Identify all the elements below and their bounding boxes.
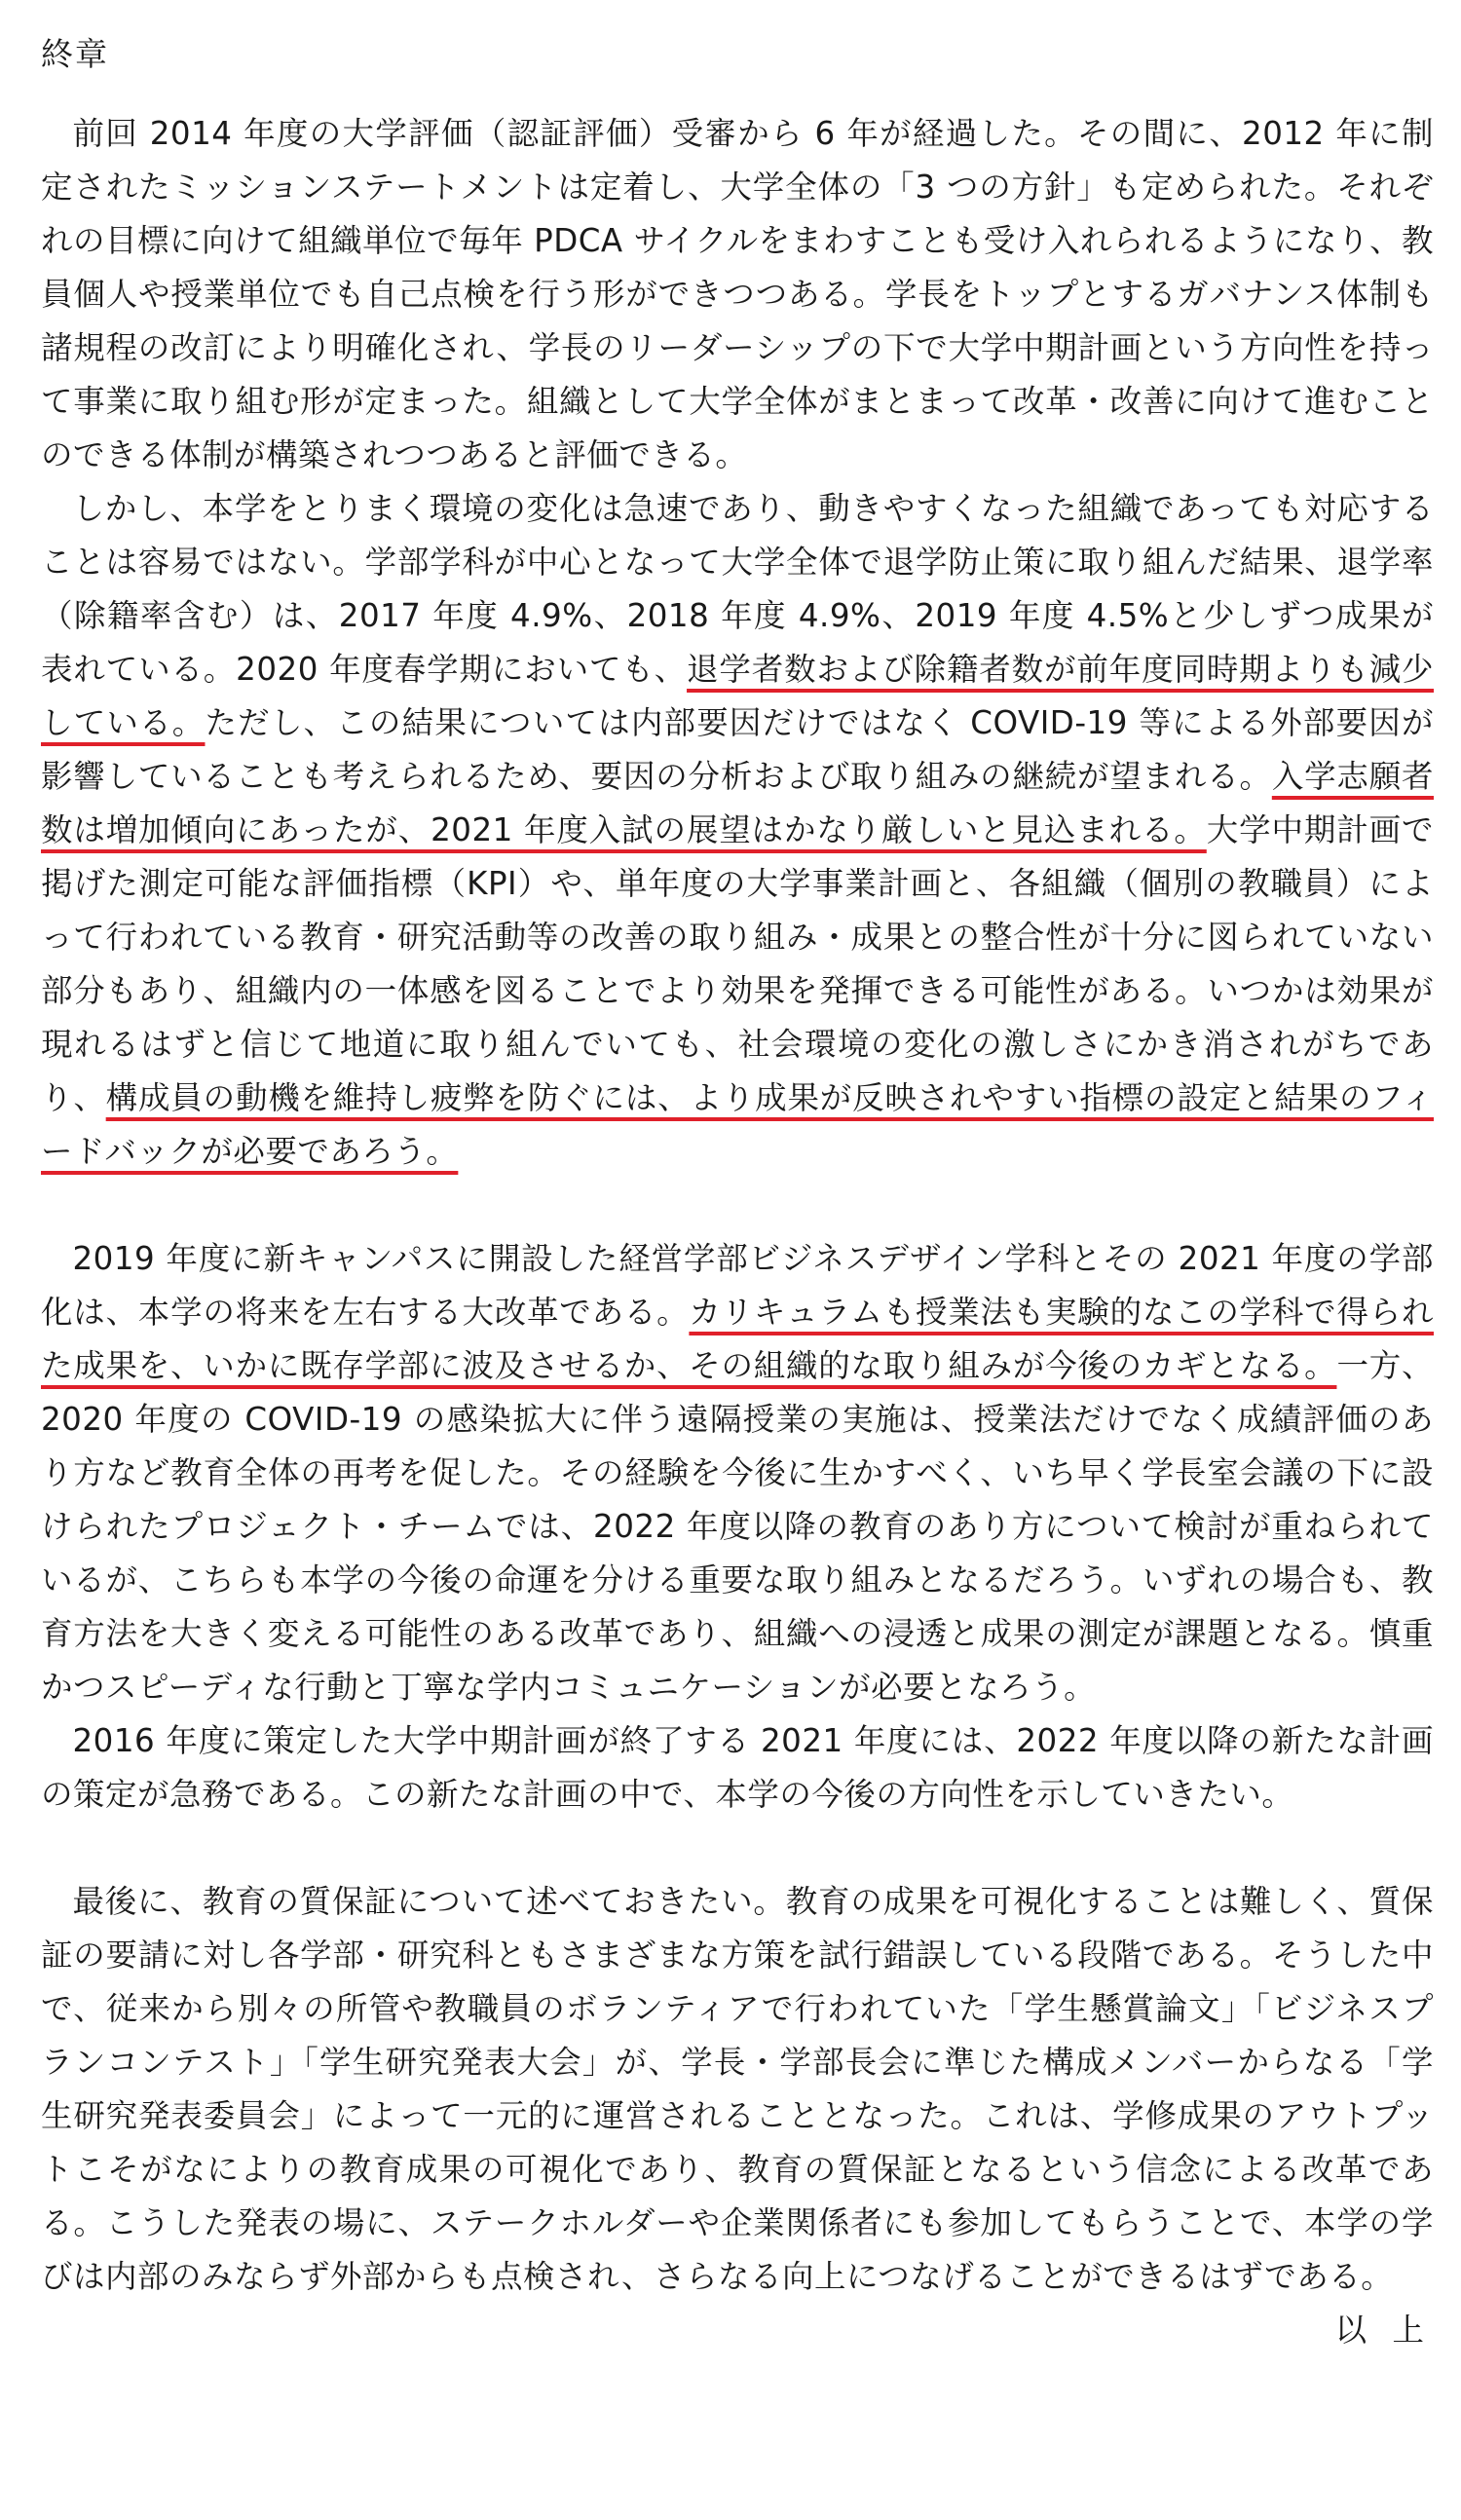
document-page [41,29,1434,2503]
closing-mark: 以 上 [1334,2312,1432,2349]
p2-text-a: しかし、本学をとりまく環境の変化は急速であり、動きやすくなった組織であっても対応することは容易ではない。学部学科が中心となって大学全体で退学防止策に取り組んだ結果、退学率（除籍率含む）は、2017 年度 4.9%、2018 年度 4.9%、2019 年度 4.5%と少しずつ成果が表れている。2020 年度春学期においても、 [41,490,1434,688]
p2-text-b: ただし、この結果については内部要因だけではなく COVID-19 等による外部要因が影響していることも考えられるため、要因の分析および取り組みの継続が望まれる。 [41,704,1434,795]
p2-text-c: 大学中期計画で掲げた測定可能な評価指標（KPI）や、単年度の大学事業計画と、各組織（個別の教職員）によって行われている教育・研究活動等の改善の取り組み・成果との整合性が十分に図られていない部分もあり、組織内の一体感を図ることでより効果を発揮できる可能性がある。いつかは効果が現れるはずと信じて地道に取り組んでいても、社会環境の変化の激しさにかき消されがちであり、 [41,811,1434,1116]
paragraph-environment-changes [41,482,1434,1179]
highlight-admissions-outlook: 入学志願者数は増加傾向にあったが、2021 年度入試の展望はかなり厳しいと見込まれる。 [41,758,1434,848]
paragraph-midterm-plan: 2016 年度に策定した大学中期計画が終了する 2021 年度には、2022 年度以降の新たな計画の策定が急務である。この新たな計画の中で、本学の今後の方向性を示していきたい。 [41,1722,1434,1813]
paragraph-spacer [41,1822,1434,1875]
highlight-feedback-need: 構成員の動機を維持し疲弊を防ぐには、より成果が反映されやすい指標の設定と結果のフィードバックが必要であろう。 [41,1079,1434,1170]
paragraph-spacer [41,1179,1434,1232]
p3-text-a: 2019 年度に新キャンパスに開設した経営学部ビジネスデザイン学科とその 2021 年度の学部化は、本学の将来を左右する大改革である。 [41,1240,1434,1331]
page-title: 終章 [41,35,109,73]
paragraph-quality-assurance: 最後に、教育の質保証について述べておきたい。教育の成果を可視化することは難しく、質保証の要請に対し各学部・研究科ともさまざまな方策を試行錯誤している段階である。そうした中で、従来から別々の所管や教職員のボランティアで行われていた「学生懸賞論文」「ビジネスプランコンテスト」「学生研究発表大会」が、学長・学部長会に準じた構成メンバーからなる「学生研究発表委員会」によって一元的に運営されることとなった。これは、学修成果のアウトプットこそがなによりの教育成果の可視化であり、教育の質保証となるという信念による改革である。こうした発表の場に、ステークホルダーや企業関係者にも参加してもらうことで、本学の学びは内部のみならず外部からも点検され、さらなる向上につなげることができるはずである。 [41,1883,1434,2295]
paragraph-business-design [41,1232,1434,1714]
highlight-curriculum-key: カリキュラムも授業法も実験的なこの学科で得られた成果を、いかに既存学部に波及させるか、その組織的な取り組みが今後のカギとなる。 [41,1294,1434,1384]
highlight-withdrawal-decrease: 退学者数および除籍者数が前年度同時期よりも減少している。 [41,651,1434,741]
p3-text-b: 一方、2020 年度の COVID-19 の感染拡大に伴う遠隔授業の実施は、授業法だけでなく成績評価のあり方など教育全体の再考を促した。その経験を今後に生かすべく、いち早く学長室会議の下に設けられたプロジェクト・チームでは、2022 年度以降の教育のあり方について検討が重ねられているが、こちらも本学の今後の命運を分ける重要な取り組みとなるだろう。いずれの場合も、教育方法を大きく変える可能性のある改革であり、組織への浸透と成果の測定が課題となる。慎重かつスピーディな行動と丁寧な学内コミュニケーションが必要となろう。 [41,1347,1434,1706]
paragraph-evaluation-progress: 前回 2014 年度の大学評価（認証評価）受審から 6 年が経過した。その間に、2012 年に制定されたミッションステートメントは定着し、大学全体の「3 つの方針」も定められた。それぞれの目標に向けて組織単位で毎年 PDCA サイクルをまわすことも受け入れられるようになり、教員個人や授業単位でも自己点検を行う形ができつつある。学長をトップとするガバナンス体制も諸規程の改訂により明確化され、学長のリーダーシップの下で大学中期計画という方向性を持って事業に取り組む形が定まった。組織として大学全体がまとまって改革・改善に向けて進むことのできる体制が構築されつつあると評価できる。 [41,115,1434,473]
